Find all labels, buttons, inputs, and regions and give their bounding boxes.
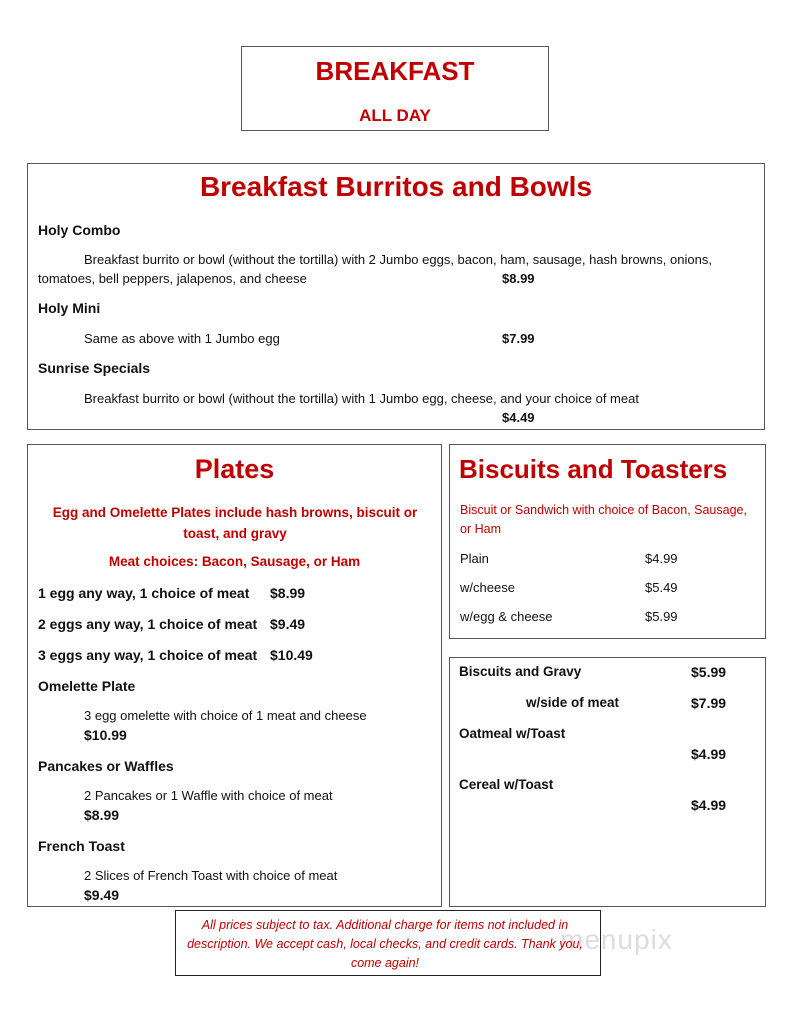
item-name: Biscuits and Gravy <box>459 664 582 679</box>
item-price: $5.49 <box>645 580 678 595</box>
item-price: $9.49 <box>84 887 120 903</box>
item-name: Holy Combo <box>38 222 121 238</box>
item-price: $7.99 <box>502 331 535 346</box>
item-name: Omelette Plate <box>38 678 136 694</box>
item-name: Sunrise Specials <box>38 360 151 376</box>
biscuits-note: or Ham <box>460 522 501 536</box>
item-desc: Same as above with 1 Jumbo egg <box>84 331 280 346</box>
item-desc: 2 Pancakes or 1 Waffle with choice of meat <box>84 788 333 803</box>
section-title: Plates <box>194 454 275 484</box>
item-desc: 2 Slices of French Toast with choice of meat <box>84 868 338 883</box>
item-name: Oatmeal w/Toast <box>459 726 566 741</box>
section-title: Biscuits and Toasters <box>459 454 728 484</box>
item-name: w/egg & cheese <box>460 609 553 624</box>
item-desc: 3 egg omelette with choice of 1 meat and cheese <box>84 708 367 723</box>
watermark: menupix <box>560 924 673 955</box>
item-price: $8.99 <box>270 585 306 601</box>
item-desc: Breakfast burrito or bowl (without the tortilla) with 1 Jumbo egg, cheese, and your choice of meat <box>84 391 639 406</box>
item-price: $8.99 <box>84 807 120 823</box>
item-price: $5.99 <box>691 664 727 680</box>
plates-note: Egg and Omelette Plates include hash browns, biscuit or toast, and gravy <box>52 505 418 541</box>
item-price: $7.99 <box>691 695 727 711</box>
item-desc: Breakfast burrito or bowl (without the tortilla) with 2 Jumbo eggs, bacon, ham, sausage, hash browns, onions, <box>84 252 712 267</box>
item-price: $4.49 <box>502 410 535 425</box>
item-name: Cereal w/Toast <box>459 777 554 792</box>
item-price: $10.49 <box>270 647 313 663</box>
item-name: 1 egg any way, 1 choice of meat <box>38 585 250 601</box>
item-name: Plain <box>460 551 489 566</box>
section-title: Breakfast Burritos and Bowls <box>199 171 593 202</box>
biscuits-note: Biscuit or Sandwich with choice of Bacon, Sausage, <box>460 503 747 517</box>
item-name: Pancakes or Waffles <box>38 758 174 774</box>
item-price: $10.99 <box>84 727 127 743</box>
item-price: $4.99 <box>645 551 678 566</box>
item-desc: tomatoes, bell peppers, jalapenos, and cheese <box>38 271 307 286</box>
item-name: w/side of meat <box>526 695 620 710</box>
meat-choices: Meat choices: Bacon, Sausage, or Ham <box>108 554 361 569</box>
item-name: Holy Mini <box>38 300 101 316</box>
item-name: French Toast <box>38 838 125 854</box>
item-price: $9.49 <box>270 616 306 632</box>
page-title: BREAKFAST <box>315 56 475 86</box>
footer-note: All prices subject to tax. Additional charge for items not included in description. We accept cash, local checks, and credit cards. Thank you, come again! <box>187 918 583 970</box>
item-price: $5.99 <box>645 609 678 624</box>
burritos-section <box>27 163 765 430</box>
item-price: $4.99 <box>691 797 727 813</box>
page-subtitle: ALL DAY <box>359 106 431 125</box>
item-price: $8.99 <box>502 271 535 286</box>
item-name: w/cheese <box>460 580 515 595</box>
item-name: 3 eggs any way, 1 choice of meat <box>38 647 258 663</box>
item-name: 2 eggs any way, 1 choice of meat <box>38 616 258 632</box>
item-price: $4.99 <box>691 746 727 762</box>
